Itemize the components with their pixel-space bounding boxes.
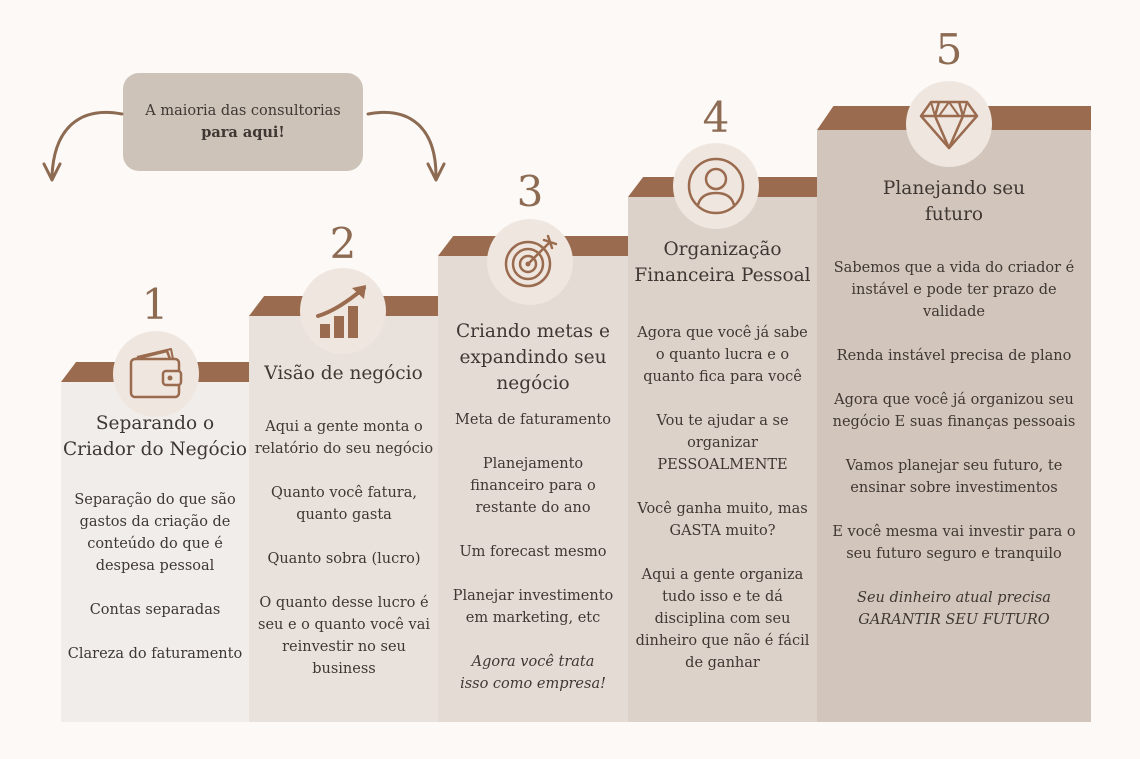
growth-chart-icon <box>312 280 374 342</box>
list-item: Planejamento financeiro para o restante do ano <box>470 456 596 516</box>
step-5-title-line-1: Planejando seu <box>882 178 1026 199</box>
step-2-number: 2 <box>329 219 357 268</box>
list-item: Planejar investimento em marketing, etc <box>452 588 614 626</box>
list-item: O quanto desse lucro é seu e o quanto você vai reinvestir no seu business <box>258 595 430 677</box>
list-item: Renda instável precisa de plano <box>836 348 1072 364</box>
list-item: Contas separadas <box>89 602 221 618</box>
step-3-italic-note: Agora você trata isso como empresa! <box>460 654 606 692</box>
step-4-number: 4 <box>702 93 730 142</box>
step-1-title <box>61 411 249 463</box>
consultancies-note <box>123 73 363 171</box>
diamond-icon <box>917 96 981 152</box>
list-item: Sabemos que a vida do criador é instável e pode ter prazo de validade <box>833 260 1075 320</box>
list-item: Agora que você já sabe o quanto lucra e o quanto fica para você <box>637 325 808 385</box>
step-4-icon-circle <box>673 143 759 229</box>
step-3-icon-circle <box>487 219 573 305</box>
step-1-title-line-2: Criador do Negócio <box>62 439 248 460</box>
step-5-bullets <box>828 257 1080 565</box>
list-item: Aqui a gente monta o relatório do seu negócio <box>254 419 434 457</box>
step-5-icon-circle <box>906 81 992 167</box>
list-item: Vamos planejar seu futuro, te ensinar sobre investimentos <box>845 458 1063 496</box>
list-item: Agora que você já organizou seu negócio E suas finanças pessoais <box>832 392 1076 430</box>
list-item: Separação do que são gastos da criação de conteúdo do que é despesa pessoal <box>74 492 236 574</box>
step-5-title <box>817 176 1091 228</box>
list-item: Você ganha muito, mas GASTA muito? <box>637 501 808 539</box>
list-item: Clareza do faturamento <box>67 646 243 662</box>
step-1-number: 1 <box>141 280 169 329</box>
note-line-2: para aqui! <box>201 124 285 141</box>
step-1-icon-circle <box>113 331 199 417</box>
list-item: Meta de faturamento <box>455 412 611 428</box>
list-item: Um forecast mesmo <box>459 544 607 560</box>
step-2-bullets <box>254 416 434 680</box>
list-item: Quanto você fatura, quanto gasta <box>271 485 417 523</box>
list-item: Vou te ajudar a se organizar PESSOALMENTE <box>656 413 789 473</box>
user-icon <box>685 155 747 217</box>
step-1-title-line-1: Separando o <box>95 413 215 434</box>
step-4-title <box>623 237 822 289</box>
step-4-bullets <box>633 322 812 674</box>
curved-arrow-right-icon <box>360 100 450 190</box>
target-icon <box>500 232 560 292</box>
step-2-title-line-1: Visão de negócio <box>264 363 423 384</box>
step-2-icon-circle <box>300 268 386 354</box>
step-3-bullets <box>446 409 620 629</box>
step-3-title-line-3: negócio <box>496 373 570 394</box>
step-5-number: 5 <box>935 25 963 74</box>
step-3-title-line-1: Criando metas e <box>456 321 610 342</box>
list-item: Aqui a gente organiza tudo isso e te dá disciplina com seu dinheiro que não é fácil de ganhar <box>635 567 810 671</box>
step-4-title-line-1: Organização <box>663 239 782 260</box>
step-4-title-line-2: Financeira Pessoal <box>634 265 811 286</box>
wallet-icon <box>127 345 185 403</box>
list-item: Quanto sobra (lucro) <box>267 551 421 567</box>
step-3-title <box>438 319 628 397</box>
step-3-title-line-2: expandindo seu <box>459 347 607 368</box>
step-1-bullets <box>64 489 246 665</box>
step-5-title-line-2: futuro <box>924 204 984 225</box>
curved-arrow-left-icon <box>40 100 130 190</box>
step-5-italic-note: Seu dinheiro atual precisa GARANTIR SEU FUTURO <box>857 590 1051 628</box>
step-2-title <box>249 361 438 387</box>
step-3-number: 3 <box>516 167 544 216</box>
note-line-1: A maioria das consultorias <box>145 103 341 119</box>
list-item: E você mesma vai investir para o seu futuro seguro e tranquilo <box>832 524 1076 562</box>
